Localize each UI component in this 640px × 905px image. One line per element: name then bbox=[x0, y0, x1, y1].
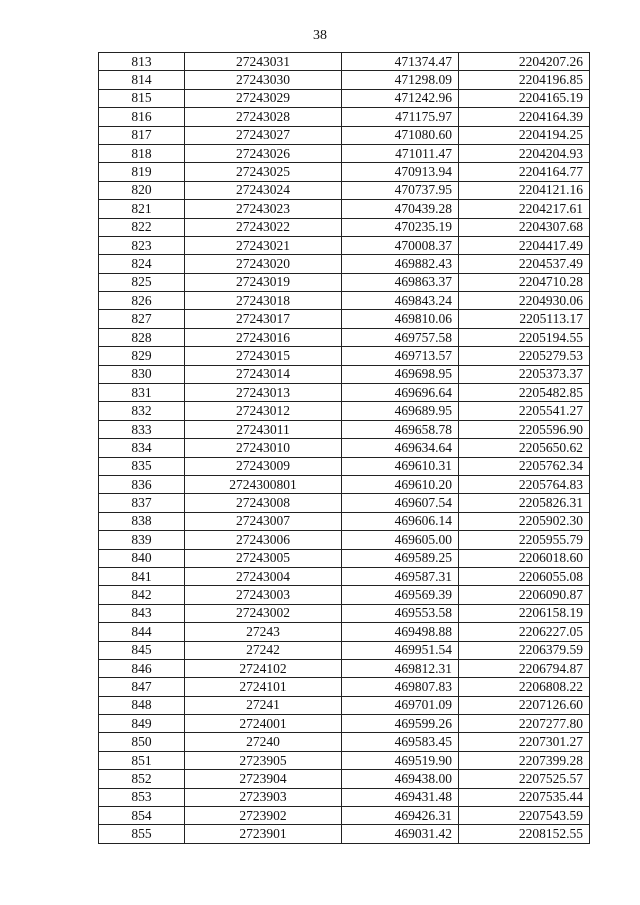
x-coordinate-cell: 469599.26 bbox=[342, 715, 459, 733]
y-coordinate-cell: 2205596.90 bbox=[459, 420, 590, 438]
table-row bbox=[99, 733, 590, 751]
y-coordinate-cell: 2206808.22 bbox=[459, 678, 590, 696]
y-coordinate-cell: 2207543.59 bbox=[459, 807, 590, 825]
y-coordinate-cell: 2205194.55 bbox=[459, 328, 590, 346]
row-number-cell: 816 bbox=[99, 108, 185, 126]
coordinates-table bbox=[98, 52, 590, 844]
table-row bbox=[99, 310, 590, 328]
point-id-cell: 27243016 bbox=[185, 328, 342, 346]
x-coordinate-cell: 469658.78 bbox=[342, 420, 459, 438]
point-id-cell: 2724300801 bbox=[185, 475, 342, 493]
x-coordinate-cell: 469882.43 bbox=[342, 255, 459, 273]
y-coordinate-cell: 2204207.26 bbox=[459, 53, 590, 71]
table-row bbox=[99, 807, 590, 825]
point-id-cell: 27243013 bbox=[185, 384, 342, 402]
point-id-cell: 2723902 bbox=[185, 807, 342, 825]
x-coordinate-cell: 469426.31 bbox=[342, 807, 459, 825]
y-coordinate-cell: 2204307.68 bbox=[459, 218, 590, 236]
x-coordinate-cell: 469587.31 bbox=[342, 567, 459, 585]
y-coordinate-cell: 2207535.44 bbox=[459, 788, 590, 806]
y-coordinate-cell: 2206055.08 bbox=[459, 567, 590, 585]
table-row bbox=[99, 696, 590, 714]
point-id-cell: 27242 bbox=[185, 641, 342, 659]
point-id-cell: 27243031 bbox=[185, 53, 342, 71]
row-number-cell: 854 bbox=[99, 807, 185, 825]
y-coordinate-cell: 2206158.19 bbox=[459, 604, 590, 622]
point-id-cell: 27243030 bbox=[185, 71, 342, 89]
point-id-cell: 2723905 bbox=[185, 751, 342, 769]
x-coordinate-cell: 469431.48 bbox=[342, 788, 459, 806]
x-coordinate-cell: 469498.88 bbox=[342, 623, 459, 641]
table-row bbox=[99, 604, 590, 622]
point-id-cell: 27240 bbox=[185, 733, 342, 751]
y-coordinate-cell: 2208152.55 bbox=[459, 825, 590, 843]
x-coordinate-cell: 469843.24 bbox=[342, 292, 459, 310]
point-id-cell: 27243019 bbox=[185, 273, 342, 291]
table-row bbox=[99, 549, 590, 567]
y-coordinate-cell: 2207301.27 bbox=[459, 733, 590, 751]
x-coordinate-cell: 470235.19 bbox=[342, 218, 459, 236]
row-number-cell: 841 bbox=[99, 567, 185, 585]
row-number-cell: 835 bbox=[99, 457, 185, 475]
row-number-cell: 855 bbox=[99, 825, 185, 843]
y-coordinate-cell: 2205762.34 bbox=[459, 457, 590, 475]
x-coordinate-cell: 470737.95 bbox=[342, 181, 459, 199]
row-number-cell: 838 bbox=[99, 512, 185, 530]
row-number-cell: 852 bbox=[99, 770, 185, 788]
row-number-cell: 814 bbox=[99, 71, 185, 89]
point-id-cell: 2723903 bbox=[185, 788, 342, 806]
row-number-cell: 813 bbox=[99, 53, 185, 71]
y-coordinate-cell: 2204121.16 bbox=[459, 181, 590, 199]
row-number-cell: 851 bbox=[99, 751, 185, 769]
row-number-cell: 849 bbox=[99, 715, 185, 733]
row-number-cell: 853 bbox=[99, 788, 185, 806]
table-row bbox=[99, 53, 590, 71]
x-coordinate-cell: 469696.64 bbox=[342, 384, 459, 402]
table-row bbox=[99, 328, 590, 346]
table-row bbox=[99, 494, 590, 512]
x-coordinate-cell: 469553.58 bbox=[342, 604, 459, 622]
x-coordinate-cell: 470008.37 bbox=[342, 236, 459, 254]
y-coordinate-cell: 2205955.79 bbox=[459, 531, 590, 549]
row-number-cell: 825 bbox=[99, 273, 185, 291]
row-number-cell: 827 bbox=[99, 310, 185, 328]
x-coordinate-cell: 469607.54 bbox=[342, 494, 459, 512]
row-number-cell: 815 bbox=[99, 89, 185, 107]
x-coordinate-cell: 469610.31 bbox=[342, 457, 459, 475]
y-coordinate-cell: 2205482.85 bbox=[459, 384, 590, 402]
point-id-cell: 2724102 bbox=[185, 659, 342, 677]
table-row bbox=[99, 475, 590, 493]
table-row bbox=[99, 586, 590, 604]
row-number-cell: 826 bbox=[99, 292, 185, 310]
row-number-cell: 829 bbox=[99, 347, 185, 365]
y-coordinate-cell: 2204194.25 bbox=[459, 126, 590, 144]
y-coordinate-cell: 2206227.05 bbox=[459, 623, 590, 641]
point-id-cell: 2723901 bbox=[185, 825, 342, 843]
point-id-cell: 27243022 bbox=[185, 218, 342, 236]
y-coordinate-cell: 2205826.31 bbox=[459, 494, 590, 512]
x-coordinate-cell: 471011.47 bbox=[342, 144, 459, 162]
row-number-cell: 843 bbox=[99, 604, 185, 622]
y-coordinate-cell: 2204217.61 bbox=[459, 200, 590, 218]
row-number-cell: 837 bbox=[99, 494, 185, 512]
table-row bbox=[99, 126, 590, 144]
y-coordinate-cell: 2205650.62 bbox=[459, 439, 590, 457]
y-coordinate-cell: 2206379.59 bbox=[459, 641, 590, 659]
table-row bbox=[99, 402, 590, 420]
table-row bbox=[99, 457, 590, 475]
point-id-cell: 27243024 bbox=[185, 181, 342, 199]
point-id-cell: 27243026 bbox=[185, 144, 342, 162]
x-coordinate-cell: 469807.83 bbox=[342, 678, 459, 696]
point-id-cell: 27243008 bbox=[185, 494, 342, 512]
table-row bbox=[99, 531, 590, 549]
table-row bbox=[99, 292, 590, 310]
table-row bbox=[99, 163, 590, 181]
x-coordinate-cell: 469810.06 bbox=[342, 310, 459, 328]
table-row bbox=[99, 512, 590, 530]
point-id-cell: 2723904 bbox=[185, 770, 342, 788]
point-id-cell: 27243020 bbox=[185, 255, 342, 273]
table-row bbox=[99, 751, 590, 769]
x-coordinate-cell: 469634.64 bbox=[342, 439, 459, 457]
row-number-cell: 820 bbox=[99, 181, 185, 199]
row-number-cell: 842 bbox=[99, 586, 185, 604]
point-id-cell: 27243018 bbox=[185, 292, 342, 310]
y-coordinate-cell: 2204164.77 bbox=[459, 163, 590, 181]
row-number-cell: 850 bbox=[99, 733, 185, 751]
x-coordinate-cell: 469863.37 bbox=[342, 273, 459, 291]
y-coordinate-cell: 2204165.19 bbox=[459, 89, 590, 107]
point-id-cell: 27243021 bbox=[185, 236, 342, 254]
row-number-cell: 818 bbox=[99, 144, 185, 162]
point-id-cell: 27241 bbox=[185, 696, 342, 714]
x-coordinate-cell: 469589.25 bbox=[342, 549, 459, 567]
x-coordinate-cell: 469689.95 bbox=[342, 402, 459, 420]
table-row bbox=[99, 108, 590, 126]
point-id-cell: 2724001 bbox=[185, 715, 342, 733]
x-coordinate-cell: 470439.28 bbox=[342, 200, 459, 218]
point-id-cell: 27243012 bbox=[185, 402, 342, 420]
table-row bbox=[99, 236, 590, 254]
row-number-cell: 834 bbox=[99, 439, 185, 457]
x-coordinate-cell: 469698.95 bbox=[342, 365, 459, 383]
point-id-cell: 27243010 bbox=[185, 439, 342, 457]
y-coordinate-cell: 2207126.60 bbox=[459, 696, 590, 714]
table-row bbox=[99, 218, 590, 236]
point-id-cell: 27243002 bbox=[185, 604, 342, 622]
y-coordinate-cell: 2204710.28 bbox=[459, 273, 590, 291]
x-coordinate-cell: 469438.00 bbox=[342, 770, 459, 788]
point-id-cell: 27243009 bbox=[185, 457, 342, 475]
point-id-cell: 27243014 bbox=[185, 365, 342, 383]
table-row bbox=[99, 384, 590, 402]
row-number-cell: 819 bbox=[99, 163, 185, 181]
x-coordinate-cell: 469951.54 bbox=[342, 641, 459, 659]
point-id-cell: 27243005 bbox=[185, 549, 342, 567]
table-row bbox=[99, 181, 590, 199]
x-coordinate-cell: 469606.14 bbox=[342, 512, 459, 530]
y-coordinate-cell: 2205279.53 bbox=[459, 347, 590, 365]
table-row bbox=[99, 825, 590, 843]
table-row bbox=[99, 420, 590, 438]
table-row bbox=[99, 89, 590, 107]
table-body bbox=[99, 53, 590, 844]
y-coordinate-cell: 2205764.83 bbox=[459, 475, 590, 493]
point-id-cell: 27243028 bbox=[185, 108, 342, 126]
row-number-cell: 844 bbox=[99, 623, 185, 641]
x-coordinate-cell: 469583.45 bbox=[342, 733, 459, 751]
row-number-cell: 836 bbox=[99, 475, 185, 493]
point-id-cell: 27243017 bbox=[185, 310, 342, 328]
point-id-cell: 27243003 bbox=[185, 586, 342, 604]
x-coordinate-cell: 469610.20 bbox=[342, 475, 459, 493]
row-number-cell: 821 bbox=[99, 200, 185, 218]
x-coordinate-cell: 469031.42 bbox=[342, 825, 459, 843]
x-coordinate-cell: 471242.96 bbox=[342, 89, 459, 107]
point-id-cell: 27243023 bbox=[185, 200, 342, 218]
y-coordinate-cell: 2204164.39 bbox=[459, 108, 590, 126]
y-coordinate-cell: 2205373.37 bbox=[459, 365, 590, 383]
y-coordinate-cell: 2206794.87 bbox=[459, 659, 590, 677]
point-id-cell: 27243 bbox=[185, 623, 342, 641]
row-number-cell: 830 bbox=[99, 365, 185, 383]
table-row bbox=[99, 365, 590, 383]
x-coordinate-cell: 469569.39 bbox=[342, 586, 459, 604]
table-row bbox=[99, 641, 590, 659]
y-coordinate-cell: 2206018.60 bbox=[459, 549, 590, 567]
row-number-cell: 833 bbox=[99, 420, 185, 438]
y-coordinate-cell: 2204417.49 bbox=[459, 236, 590, 254]
table-row bbox=[99, 144, 590, 162]
row-number-cell: 823 bbox=[99, 236, 185, 254]
table-row bbox=[99, 273, 590, 291]
table-row bbox=[99, 439, 590, 457]
row-number-cell: 845 bbox=[99, 641, 185, 659]
point-id-cell: 2724101 bbox=[185, 678, 342, 696]
table-row bbox=[99, 770, 590, 788]
row-number-cell: 831 bbox=[99, 384, 185, 402]
x-coordinate-cell: 469757.58 bbox=[342, 328, 459, 346]
x-coordinate-cell: 471080.60 bbox=[342, 126, 459, 144]
table-row bbox=[99, 788, 590, 806]
y-coordinate-cell: 2205902.30 bbox=[459, 512, 590, 530]
point-id-cell: 27243015 bbox=[185, 347, 342, 365]
table-row bbox=[99, 255, 590, 273]
x-coordinate-cell: 469713.57 bbox=[342, 347, 459, 365]
table-row bbox=[99, 659, 590, 677]
row-number-cell: 847 bbox=[99, 678, 185, 696]
y-coordinate-cell: 2204930.06 bbox=[459, 292, 590, 310]
x-coordinate-cell: 469605.00 bbox=[342, 531, 459, 549]
row-number-cell: 840 bbox=[99, 549, 185, 567]
table-row bbox=[99, 347, 590, 365]
y-coordinate-cell: 2207525.57 bbox=[459, 770, 590, 788]
x-coordinate-cell: 469519.90 bbox=[342, 751, 459, 769]
row-number-cell: 832 bbox=[99, 402, 185, 420]
x-coordinate-cell: 471298.09 bbox=[342, 71, 459, 89]
row-number-cell: 824 bbox=[99, 255, 185, 273]
table-row bbox=[99, 567, 590, 585]
table-row bbox=[99, 200, 590, 218]
point-id-cell: 27243004 bbox=[185, 567, 342, 585]
y-coordinate-cell: 2206090.87 bbox=[459, 586, 590, 604]
page-number: 38 bbox=[313, 28, 327, 43]
x-coordinate-cell: 469812.31 bbox=[342, 659, 459, 677]
row-number-cell: 839 bbox=[99, 531, 185, 549]
x-coordinate-cell: 471175.97 bbox=[342, 108, 459, 126]
row-number-cell: 846 bbox=[99, 659, 185, 677]
point-id-cell: 27243006 bbox=[185, 531, 342, 549]
x-coordinate-cell: 471374.47 bbox=[342, 53, 459, 71]
point-id-cell: 27243027 bbox=[185, 126, 342, 144]
y-coordinate-cell: 2207399.28 bbox=[459, 751, 590, 769]
point-id-cell: 27243011 bbox=[185, 420, 342, 438]
point-id-cell: 27243007 bbox=[185, 512, 342, 530]
y-coordinate-cell: 2205113.17 bbox=[459, 310, 590, 328]
row-number-cell: 817 bbox=[99, 126, 185, 144]
y-coordinate-cell: 2204537.49 bbox=[459, 255, 590, 273]
table-row bbox=[99, 623, 590, 641]
y-coordinate-cell: 2204204.93 bbox=[459, 144, 590, 162]
x-coordinate-cell: 469701.09 bbox=[342, 696, 459, 714]
table-row bbox=[99, 678, 590, 696]
y-coordinate-cell: 2204196.85 bbox=[459, 71, 590, 89]
point-id-cell: 27243029 bbox=[185, 89, 342, 107]
y-coordinate-cell: 2207277.80 bbox=[459, 715, 590, 733]
table-row bbox=[99, 71, 590, 89]
table-row bbox=[99, 715, 590, 733]
y-coordinate-cell: 2205541.27 bbox=[459, 402, 590, 420]
row-number-cell: 828 bbox=[99, 328, 185, 346]
x-coordinate-cell: 470913.94 bbox=[342, 163, 459, 181]
row-number-cell: 822 bbox=[99, 218, 185, 236]
row-number-cell: 848 bbox=[99, 696, 185, 714]
point-id-cell: 27243025 bbox=[185, 163, 342, 181]
